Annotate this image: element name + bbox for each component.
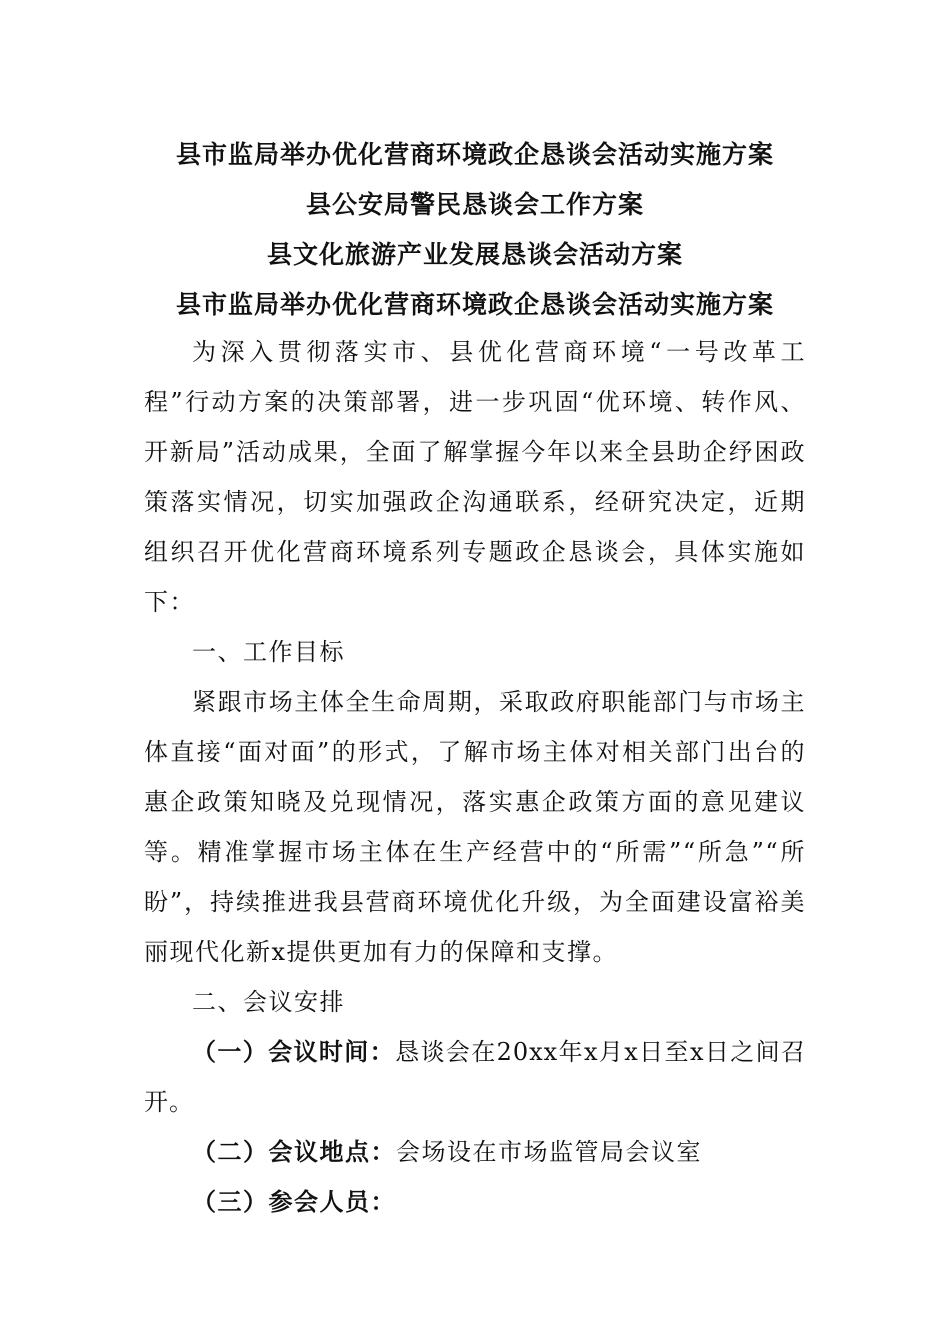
meeting-place-item (144, 1127, 806, 1177)
document-body (144, 327, 806, 1227)
doc-title-3: 县文化旅游产业发展恳谈会活动方案 (266, 240, 683, 269)
section-1-body: 紧跟市场主体全生命周期，采取政府职能部门与市场主体直接“面对面”的形式，了解市场主体对相关部门出台的惠企政策知晓及兑现情况，落实惠企政策方面的意见建议等。精准掌握市场主体在生产经营中的“所需”“所急”“所盼”，持续推进我县营商环境优化升级，为全面建设富裕美丽现代化新x提供更加有力的保障和支撑。 (144, 688, 806, 966)
title-block (0, 130, 950, 330)
doc-title-4: 县市监局举办优化营商环境政企恳谈会活动实施方案 (175, 290, 774, 319)
meeting-time-label: （一）会议时间： (192, 1037, 396, 1066)
meeting-time-item (144, 1027, 806, 1127)
section-1-heading: 一、工作目标 (192, 638, 345, 666)
meeting-place-label: （二）会议地点： (192, 1137, 396, 1166)
intro-paragraph: 为深入贯彻落实市、县优化营商环境“一号改革工程”行动方案的决策部署，进一步巩固“优环境、转作风、开新局”活动成果，全面了解掌握今年以来全县助企纾困政策落实情况，切实加强政企沟通联系，经研究决定，近期组织召开优化营商环境系列专题政企恳谈会，具体实施如下： (144, 338, 806, 616)
meeting-time-text: 恳谈会在20xx年x月x日至x日之间召开。 (144, 1038, 807, 1116)
attendees-label: （三）参会人员： (192, 1187, 396, 1216)
section-2-heading: 二、会议安排 (192, 988, 345, 1016)
attendees-item (144, 1177, 806, 1227)
meeting-place-text: 会场设在市场监管局会议室 (396, 1138, 702, 1166)
doc-title-2: 县公安局警民恳谈会工作方案 (305, 190, 644, 219)
doc-title-1: 县市监局举办优化营商环境政企恳谈会活动实施方案 (175, 140, 774, 169)
